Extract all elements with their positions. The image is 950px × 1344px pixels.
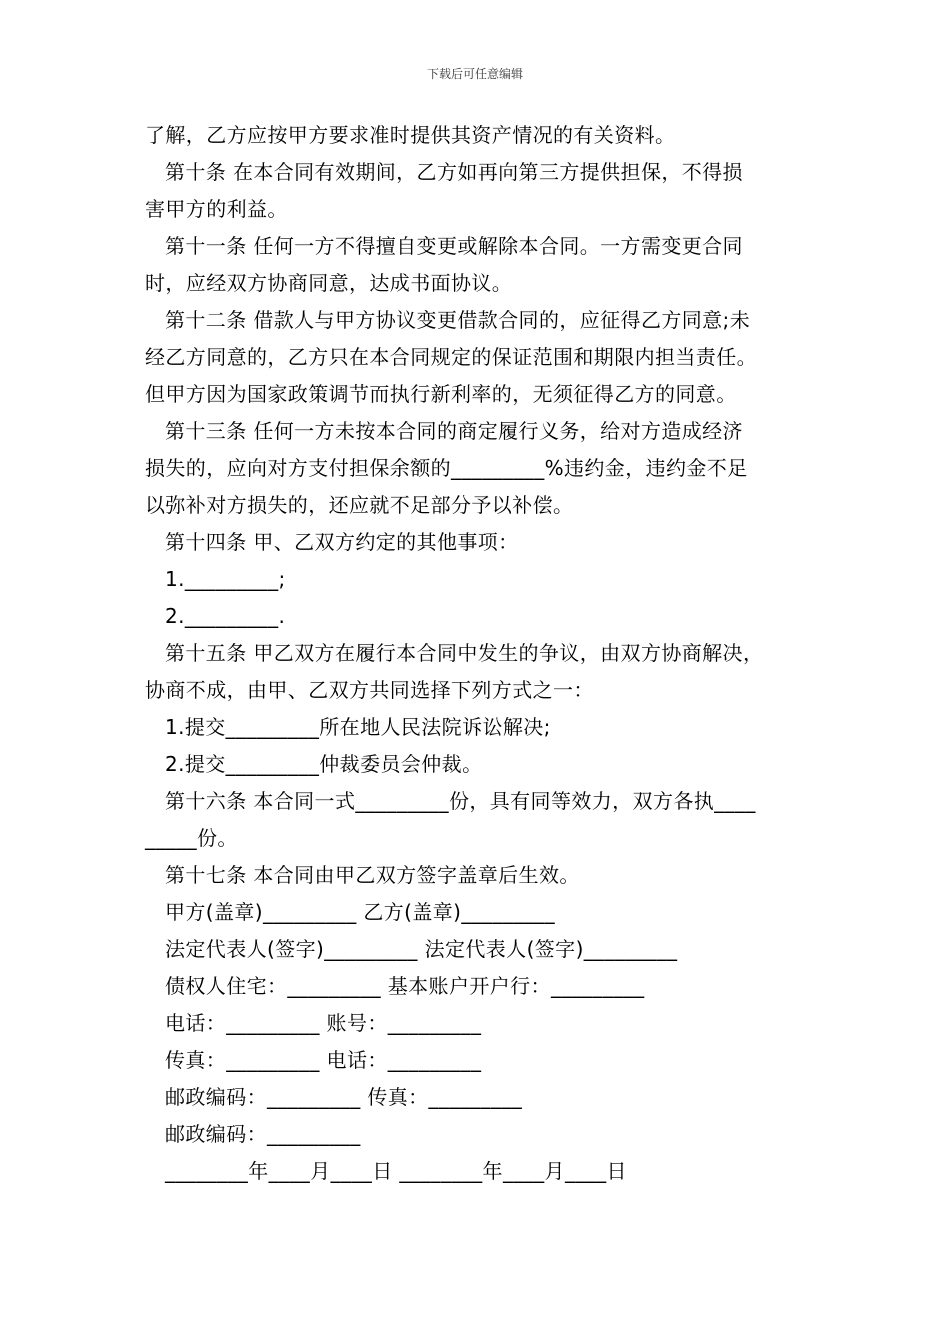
paragraph-line: 害甲方的利益。 — [145, 197, 288, 221]
paragraph-line: 经乙方同意的，乙方只在本合同规定的保证范围和期限内担当责任。 — [145, 345, 757, 369]
signature-line-representative: 法定代表人(签字)_________ 法定代表人(签字)_________ — [165, 937, 678, 961]
list-item: 2._________. — [165, 604, 286, 628]
paragraph-line: 了解，乙方应按甲方要求准时提供其资产情况的有关资料。 — [145, 123, 676, 147]
signature-line-date: ________年____月____日 ________年____月____日 — [165, 1159, 627, 1183]
list-item: 2.提交_________仲裁委员会仲裁。 — [165, 752, 483, 776]
article-12-line: 第十二条 借款人与甲方协议变更借款合同的，应征得乙方同意;未 — [165, 308, 751, 332]
paragraph-line: 以弥补对方损失的，还应就不足部分予以补偿。 — [145, 493, 574, 517]
article-13-line: 第十三条 任何一方未按本合同的商定履行义务，给对方造成经济 — [165, 419, 743, 443]
article-14-line: 第十四条 甲、乙双方约定的其他事项： — [165, 530, 519, 554]
paragraph-line: 但甲方因为国家政策调节而执行新利率的，无须征得乙方的同意。 — [145, 382, 737, 406]
signature-line-phone: 电话：_________ 账号：_________ — [165, 1011, 482, 1035]
paragraph-line: _____份。 — [145, 826, 238, 850]
signature-line-postcode: 邮政编码：_________ — [165, 1122, 361, 1146]
list-item: 1._________; — [165, 567, 286, 591]
article-17-line: 第十七条 本合同由甲乙双方签字盖章后生效。 — [165, 863, 580, 887]
paragraph-line: 协商不成，由甲、乙双方共同选择下列方式之一： — [145, 678, 594, 702]
signature-line-seal: 甲方(盖章)_________ 乙方(盖章)_________ — [165, 900, 555, 924]
article-11-line: 第十一条 任何一方不得擅自变更或解除本合同。一方需变更合同 — [165, 234, 743, 258]
article-15-line: 第十五条 甲乙双方在履行本合同中发生的争议，由双方协商解决， — [165, 641, 764, 665]
article-10-line: 第十条 在本合同有效期间，乙方如再向第三方提供担保，不得损 — [165, 160, 743, 184]
page-header: 下载后可任意编辑 — [426, 67, 523, 81]
paragraph-line: 损失的，应向对方支付担保余额的_________%违约金，违约金不足 — [145, 456, 748, 480]
signature-line-address: 债权人住宅：_________ 基本账户开户行：_________ — [165, 974, 645, 998]
list-item: 1.提交_________所在地人民法院诉讼解决; — [165, 715, 551, 739]
paragraph-line: 时，应经双方协商同意，达成书面协议。 — [145, 271, 513, 295]
signature-line-fax: 传真：_________ 电话：_________ — [165, 1048, 482, 1072]
article-16-line: 第十六条 本合同一式_________份，具有同等效力，双方各执____ — [165, 789, 756, 813]
signature-line-postcode: 邮政编码：_________ 传真：_________ — [165, 1085, 523, 1109]
